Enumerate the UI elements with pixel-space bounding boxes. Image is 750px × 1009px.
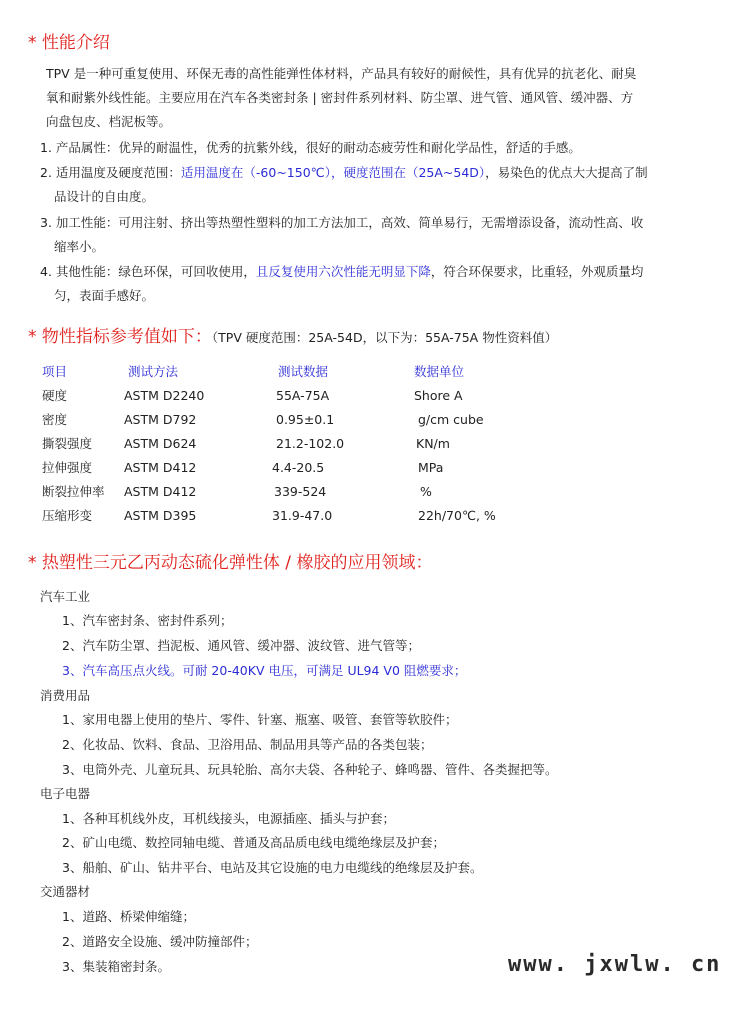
hardness-range-note: （TPV 硬度范围：25A-54D，以下为：55A-75A 物性资料值） xyxy=(211,330,558,345)
table-row xyxy=(42,480,562,504)
property-item-3-line2: 缩率小。 xyxy=(54,239,105,254)
header-item: 项目 xyxy=(42,364,68,379)
cell-data: 0.95±0.1 xyxy=(276,412,335,427)
cell-method: ASTM D624 xyxy=(124,436,197,451)
list-item: 3、集装箱密封条。 xyxy=(62,959,170,974)
table-row xyxy=(42,384,562,408)
cell-method: ASTM D412 xyxy=(124,460,197,475)
group-consumer: 消费用品 xyxy=(40,688,91,703)
cell-unit: MPa xyxy=(418,460,444,475)
group-automotive: 汽车工业 xyxy=(40,589,91,604)
table-row xyxy=(42,408,562,432)
cell-item: 撕裂强度 xyxy=(42,436,93,451)
section-title-performance: * 性能介绍 xyxy=(28,33,110,53)
cell-unit: KN/m xyxy=(416,436,450,451)
list-item: 2、道路安全设施、缓冲防撞部件； xyxy=(62,934,258,949)
reuse-highlight: 且反复使用六次性能无明显下降 xyxy=(255,264,431,279)
cell-data: 55A-75A xyxy=(276,388,330,403)
cell-unit: % xyxy=(420,484,432,499)
list-item: 2、矿山电缆、数控同轴电缆、普通及高品质电线电缆绝缘层及护套； xyxy=(62,835,445,850)
property-item-4-line2: 匀，表面手感好。 xyxy=(54,288,155,303)
table-header xyxy=(42,360,562,384)
section-title-physical-properties xyxy=(28,326,557,349)
table-row xyxy=(42,456,562,480)
cell-unit: Shore A xyxy=(414,388,463,403)
header-unit: 数据单位 xyxy=(414,364,465,379)
intro-line-2: 氧和耐紫外线性能。主要应用在汽车各类密封条 | 密封件系列材料、防尘罩、进气管、通风管、缓冲器、方 xyxy=(46,90,634,105)
cell-item: 压缩形变 xyxy=(42,508,93,523)
property-item-2 xyxy=(40,161,648,185)
table-row xyxy=(42,432,562,456)
property-item-3: 3. 加工性能：可用注射、挤出等热塑性塑料的加工方法加工，高效、简单易行，无需增添设备，流动性高、收 xyxy=(40,215,644,230)
group-electronics: 电子电器 xyxy=(40,786,91,801)
property-item-2-line2: 品设计的自由度。 xyxy=(54,189,155,204)
list-item: 1、家用电器上使用的垫片、零件、针塞、瓶塞、吸管、套管等软胶件； xyxy=(62,712,458,727)
list-item: 3、电筒外壳、儿童玩具、玩具轮胎、高尔夫袋、各种轮子、蜂鸣器、管件、各类握把等。 xyxy=(62,762,558,777)
group-transport: 交通器材 xyxy=(40,884,91,899)
property-item-4-suffix: ，符合环保要求，比重轻，外观质量均 xyxy=(430,264,644,279)
table-row xyxy=(42,504,562,528)
cell-method: ASTM D395 xyxy=(124,508,197,523)
cell-item: 拉伸强度 xyxy=(42,460,93,475)
section-2-title-text: * 物性指标参考值如下： xyxy=(28,327,212,347)
intro-line-3: 向盘包皮、档泥板等。 xyxy=(46,114,172,129)
cell-item: 硬度 xyxy=(42,388,68,403)
cell-unit: 22h/70℃, % xyxy=(418,508,496,523)
property-item-2-prefix: 2. 适用温度及硬度范围： xyxy=(40,165,181,180)
cell-item: 断裂拉伸率 xyxy=(42,484,105,499)
list-item: 3、船舶、矿山、钻井平台、电站及其它设施的电力电缆线的绝缘层及护套。 xyxy=(62,860,483,875)
cell-data: 21.2-102.0 xyxy=(276,436,345,451)
section-title-applications: * 热塑性三元乙丙动态硫化弹性体 / 橡胶的应用领域： xyxy=(28,553,433,573)
list-item: 1、各种耳机线外皮，耳机线接头，电源插座、插头与护套； xyxy=(62,811,395,826)
list-item: 2、汽车防尘罩、挡泥板、通风管、缓冲器、波纹管、进气管等； xyxy=(62,638,420,653)
temperature-hardness-highlight: 适用温度在（-60~150℃），硬度范围在（25A~54D） xyxy=(180,165,486,180)
intro-line-1: TPV 是一种可重复使用、环保无毒的高性能弹性体材料，产品具有较好的耐候性，具有优异的抗老化、耐臭 xyxy=(46,66,637,81)
cell-data: 31.9-47.0 xyxy=(272,508,333,523)
cell-method: ASTM D412 xyxy=(124,484,197,499)
header-method: 测试方法 xyxy=(128,364,179,379)
cell-method: ASTM D2240 xyxy=(124,388,205,403)
list-item-highlight: 3、汽车高压点火线。可耐 20-40KV 电压，可满足 UL94 V0 阻燃要求； xyxy=(62,663,467,678)
property-item-2-suffix: ，易染色的优点大大提高了制 xyxy=(485,165,648,180)
cell-data: 4.4-20.5 xyxy=(272,460,325,475)
cell-method: ASTM D792 xyxy=(124,412,197,427)
cell-item: 密度 xyxy=(42,412,68,427)
header-data: 测试数据 xyxy=(278,364,329,379)
property-item-4 xyxy=(40,260,643,284)
property-item-4-prefix: 4. 其他性能：绿色环保，可回收使用， xyxy=(40,264,256,279)
list-item: 1、汽车密封条、密封件系列； xyxy=(62,613,233,628)
cell-unit: g/cm cube xyxy=(418,412,484,427)
cell-data: 339-524 xyxy=(274,484,327,499)
site-watermark: www. jxwlw. cn xyxy=(508,952,722,977)
list-item: 2、化妆品、饮料、食品、卫浴用品、制品用具等产品的各类包装； xyxy=(62,737,433,752)
list-item: 1、道路、桥梁伸缩缝； xyxy=(62,909,195,924)
property-item-1: 1. 产品属性：优异的耐温性，优秀的抗紫外线，很好的耐动态疲劳性和耐化学品性，舒适的手感。 xyxy=(40,140,581,155)
